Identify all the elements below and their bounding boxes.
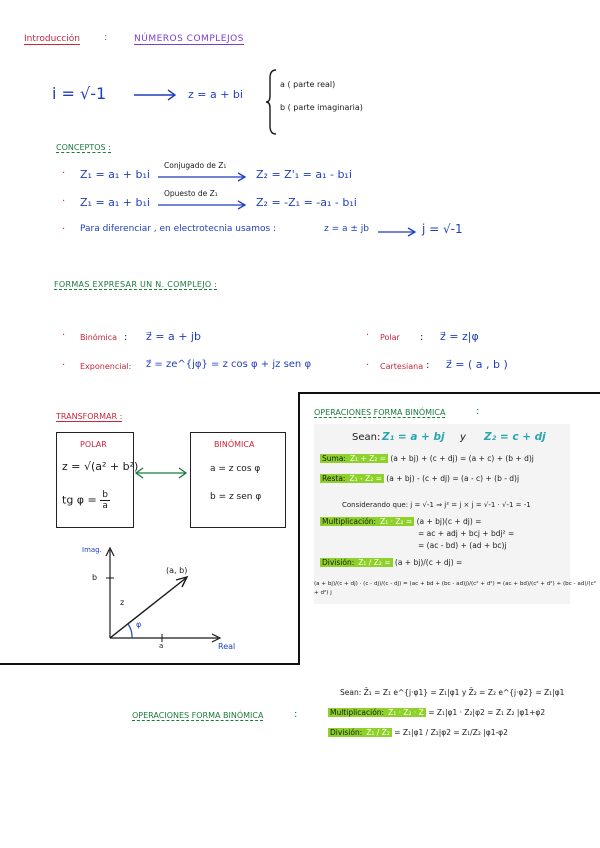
bullet: · [366,360,370,371]
frame-top-line [298,392,600,394]
polar-box-title: POLAR [80,440,107,449]
bullet: · [62,196,66,207]
binomica-b: b = z sen φ [210,492,262,502]
arrow-right-icon [134,88,178,102]
conjugate-rhs: Z₂ = Z'₁ = a₁ - b₁i [256,168,352,181]
ops2-title: OPERACIONES FORMA BINÓMICA [132,711,264,720]
bullet: · [366,330,370,341]
header-colon: : [104,32,108,43]
opposite-rhs: Z₂ = -Z₁ = -a₁ - b₁i [256,196,357,209]
bullet: · [62,224,66,235]
ops2-div-row [328,728,508,737]
colon: : [124,332,128,343]
suma-equation: (a + bj) + (c + dj) = (a + c) + (b + d)j [390,454,534,463]
colon: : [426,360,430,371]
x-axis-label: Real [218,642,236,651]
a-tick-label: a [159,642,164,650]
ops2-colon: : [294,709,298,720]
mult-label: Multiplicación: [322,517,377,526]
frame-vertical-line [298,392,300,664]
ops2-div-highlight: Z̄₁ / Z̄₂ [366,728,390,737]
opposite-arrow-label: Opuesto de Z₁ [164,189,218,198]
ops1-panel [314,424,570,604]
z2-definition: Z₂ = c + dj [484,431,546,443]
double-arrow-icon [134,466,188,480]
bullet: · [62,330,66,341]
binomial-form-def: z = a + bi [188,88,243,101]
ops2-div-label: División: [330,728,363,737]
arrow-right-icon [378,226,418,238]
ops2-mult-row [328,708,545,717]
suma-row [320,454,534,463]
mult-equation-3: = (ac - bd) + (ad + bc)j [418,541,507,550]
resta-equation: (a + bj) - (c + dj) = (a - c) + (b - d)j [386,474,520,483]
div-equation-1: (a + bj)/(c + dj) = [394,558,463,567]
considerando-text: Considerando que: j = √-1 ⇒ j² = j × j = √-1 · √-1 = -1 [342,501,531,509]
opposite-lhs: Z₁ = a₁ + b₁i [80,196,150,209]
binomica-a: a = z cos φ [210,464,261,474]
ops2-sean: Sean: Z̄₁ = Z₁ e^{j·φ1} = Z₁|φ1 y Z̄₂ = Z₂ e^{j·φ2} = Z₁|φ1 [340,688,565,697]
conjugate-arrow-label: Conjugado de Z₁ [164,161,227,170]
div-highlight: Z₁ / Z₂ = [358,558,391,567]
mult-row [320,517,481,526]
z1-definition: Z₁ = a + bj [382,431,445,443]
exponencial-eq: z⃗ = ze^{jφ} = z cos φ + jz sen φ [146,359,312,370]
z-label: z [120,598,125,607]
y-axis-label: Imag. [82,546,102,554]
div-row [320,558,462,567]
real-part-label: a ( parte real) [280,80,336,89]
polar-tangent-lhs: tg φ = [62,493,97,507]
ops2-div-equation: = Z₁|φ1 / Z₂|φ2 = Z₁/Z₂ |φ1-φ2 [394,728,508,737]
cartesiana-eq: z⃗ = ( a , b ) [446,358,508,371]
suma-label: Suma: [322,454,346,463]
phi-label: φ [136,620,142,629]
mult-equation-1: (a + bj)(c + dj) = [416,517,482,526]
bullet: · [62,168,66,179]
concepts-title: CONCEPTOS : [56,143,111,152]
resta-label: Resta: [322,474,346,483]
polar-tangent-num: b [102,490,108,500]
angle-arc [128,624,132,638]
ops2-mult-label: Multiplicación: [330,708,385,717]
frame-bottom-line [0,663,300,665]
arrow-right-icon [158,199,248,211]
resta-highlight: Z₁ - Z₂ = [349,474,382,483]
binomica-label: Binómica [80,333,117,342]
electro-z: z = a ± jb [324,224,369,234]
topic-heading: NÚMEROS COMPLEJOS [134,34,244,44]
polar-tangent [62,490,110,511]
electro-text: Para diferenciar , en electrotecnia usamos : [80,224,277,234]
ops2-mult-equation: = Z₁|φ1 · Z₂|φ2 = Z₁ Z₂ |φ1+φ2 [428,708,546,717]
polar-eq: z⃗ = z|φ [440,330,479,343]
intro-heading: Introducción [24,34,80,44]
point-label: (a, b) [166,566,188,575]
mult-equation-2: = ac + adj + bcj + bdj² = [418,529,515,538]
conjugate-lhs: Z₁ = a₁ + b₁i [80,168,150,181]
bullet: · [62,360,66,371]
z-vector [110,578,186,638]
colon: : [420,332,424,343]
resta-row [320,474,519,483]
mult-highlight: Z₁ · Z₂ = [380,517,413,526]
imaginary-unit-def: i = √-1 [52,84,107,103]
ops1-colon: : [476,406,480,417]
polar-modulus: z = √(a² + b²) [62,460,139,473]
arrow-right-icon [158,171,248,183]
y-text: y [460,432,466,443]
binomica-box-title: BINÓMICA [214,440,255,449]
transform-title: TRANSFORMAR : [56,412,123,421]
div-label: División: [322,558,355,567]
b-tick-label: b [92,573,98,582]
cartesiana-label: Cartesiana [380,362,424,371]
binomica-eq: z⃗ = a + jb [146,330,201,343]
forms-title: FORMAS EXPRESAR UN N. COMPLEJO : [54,280,218,289]
exponencial-label: Exponencial: [80,362,132,371]
electro-j: j = √-1 [422,222,463,236]
polar-tangent-den: a [102,501,108,511]
polar-label: Polar [380,333,400,342]
ops1-title: OPERACIONES FORMA BINÓMICA [314,408,446,417]
curly-brace-icon [266,68,278,136]
polar-tangent-fraction [100,490,110,511]
sean-text: Sean: [352,432,381,443]
imaginary-part-label: b ( parte imaginaria) [280,103,363,112]
ops2-mult-highlight: Z̄₁ · Z̄₂ · Z̄ [388,708,424,717]
div-expansion: (a + bj)/(c + dj) · (c - dj)/(c - dj) = (ac + bd + (bc - ad)j)/(c² + d²) = (ac + bd)/(c² + d²) + (bc - ad)/(c² + d²) j [314,581,596,596]
suma-highlight: Z₁ + Z₂ = [349,454,386,463]
